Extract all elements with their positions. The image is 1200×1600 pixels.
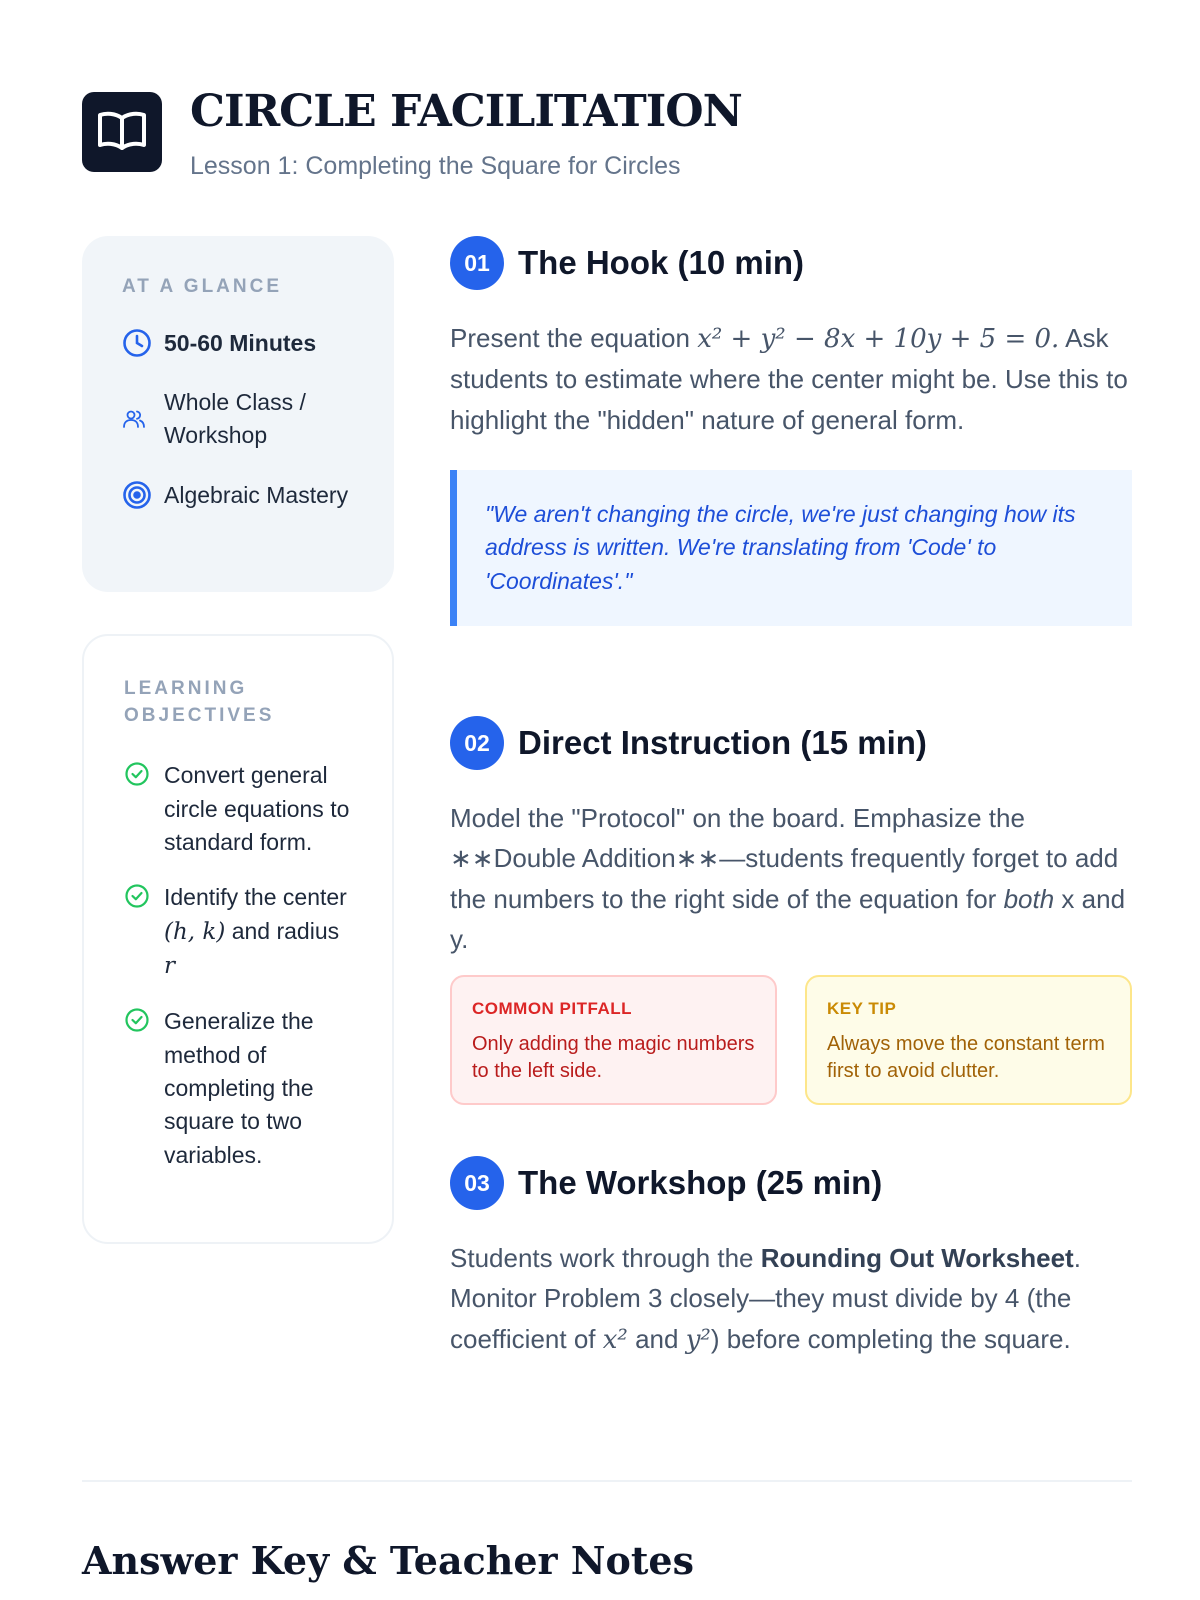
step-text: Ask students to estimate where the center might be. Use this to highlight the "hidden" nature of general form. bbox=[450, 323, 1128, 435]
glance-format-text: Whole Class / Workshop bbox=[164, 388, 306, 449]
step-hook bbox=[450, 236, 1132, 626]
key-tip-text: Always move the constant term first to avoid clutter. bbox=[827, 1033, 1105, 1083]
step-description bbox=[450, 798, 1132, 959]
objective-math-radius: r bbox=[164, 952, 175, 979]
objective-item bbox=[124, 759, 352, 859]
teacher-quote: "We aren't changing the circle, we're just changing how its address is written. We're translating from 'Code' to 'Coordinates'." bbox=[450, 470, 1132, 626]
step-direct-instruction bbox=[450, 716, 1132, 1105]
step-number-badge: 03 bbox=[450, 1156, 504, 1210]
lesson-header bbox=[82, 86, 742, 181]
at-a-glance-heading: AT A GLANCE bbox=[122, 276, 283, 297]
step-text-emphasis: both bbox=[1003, 883, 1055, 914]
pitfall-label: COMMON PITFALL bbox=[472, 999, 632, 1019]
check-circle-icon bbox=[124, 759, 164, 792]
step-description bbox=[450, 1238, 1132, 1360]
check-circle-icon bbox=[124, 881, 164, 914]
hook-equation: x² + y² − 8x + 10y + 5 = 0. bbox=[697, 324, 1060, 354]
step-text: Model the "Protocol" on the board. Emphasize the ∗∗Double Addition∗∗—students frequently forget to add the numbers to the right side of the equation for bbox=[450, 803, 1119, 914]
section-divider bbox=[82, 1480, 1132, 1482]
glance-duration-text: 50-60 Minutes bbox=[164, 329, 317, 356]
objective-text-part: and radius bbox=[231, 917, 340, 944]
common-pitfall-callout bbox=[450, 975, 777, 1105]
check-circle-icon bbox=[124, 1005, 164, 1038]
step-title: The Hook (10 min) bbox=[518, 244, 805, 281]
clock-icon bbox=[122, 328, 156, 358]
step-text: Present the equation bbox=[450, 323, 690, 353]
step-text: x and y. bbox=[450, 883, 1126, 954]
math-y-squared: y² bbox=[685, 1324, 711, 1355]
step-description bbox=[450, 318, 1132, 440]
answer-key-heading: Answer Key & Teacher Notes bbox=[82, 1538, 694, 1583]
objective-text-part: Identify the center bbox=[164, 884, 347, 911]
worksheet-name: Rounding Out Worksheet bbox=[760, 1243, 1074, 1273]
step-text: Students work through the bbox=[450, 1243, 754, 1273]
glance-goal-text: Algebraic Mastery bbox=[164, 481, 349, 508]
open-book-icon bbox=[82, 92, 162, 172]
objective-item bbox=[124, 881, 352, 983]
step-text: . Monitor Problem 3 closely—they must divide by 4 (the coefficient of bbox=[450, 1243, 1081, 1354]
step-number-badge: 01 bbox=[450, 236, 504, 290]
users-icon bbox=[122, 408, 156, 430]
objective-text: Generalize the method of completing the square to two variables. bbox=[164, 1008, 314, 1168]
learning-objectives-card bbox=[82, 634, 394, 1244]
key-tip-label: KEY TIP bbox=[827, 999, 897, 1019]
step-workshop bbox=[450, 1156, 1132, 1360]
math-x-squared: x² bbox=[602, 1324, 628, 1355]
glance-item-goal bbox=[122, 479, 354, 512]
objective-text: Convert general circle equations to standard form. bbox=[164, 762, 350, 855]
page-title: CIRCLE FACILITATION bbox=[190, 86, 742, 137]
step-number-badge: 02 bbox=[450, 716, 504, 770]
key-tip-callout bbox=[805, 975, 1132, 1105]
target-icon bbox=[122, 480, 156, 510]
step-title: The Workshop (25 min) bbox=[518, 1164, 883, 1201]
pitfall-text: Only adding the magic numbers to the left side. bbox=[472, 1033, 755, 1083]
glance-item-format bbox=[122, 386, 354, 453]
step-text: and bbox=[635, 1323, 679, 1354]
step-text: ) before completing the square. bbox=[710, 1323, 1071, 1354]
step-title: Direct Instruction (15 min) bbox=[518, 724, 927, 761]
page-subtitle: Lesson 1: Completing the Square for Circles bbox=[190, 152, 681, 180]
learning-objectives-heading: LEARNING OBJECTIVES bbox=[124, 678, 275, 726]
at-a-glance-card bbox=[82, 236, 394, 592]
glance-item-duration bbox=[122, 327, 354, 360]
objective-item bbox=[124, 1005, 352, 1172]
objective-math-center: (h, k) bbox=[164, 918, 226, 945]
objective-text bbox=[164, 881, 352, 983]
